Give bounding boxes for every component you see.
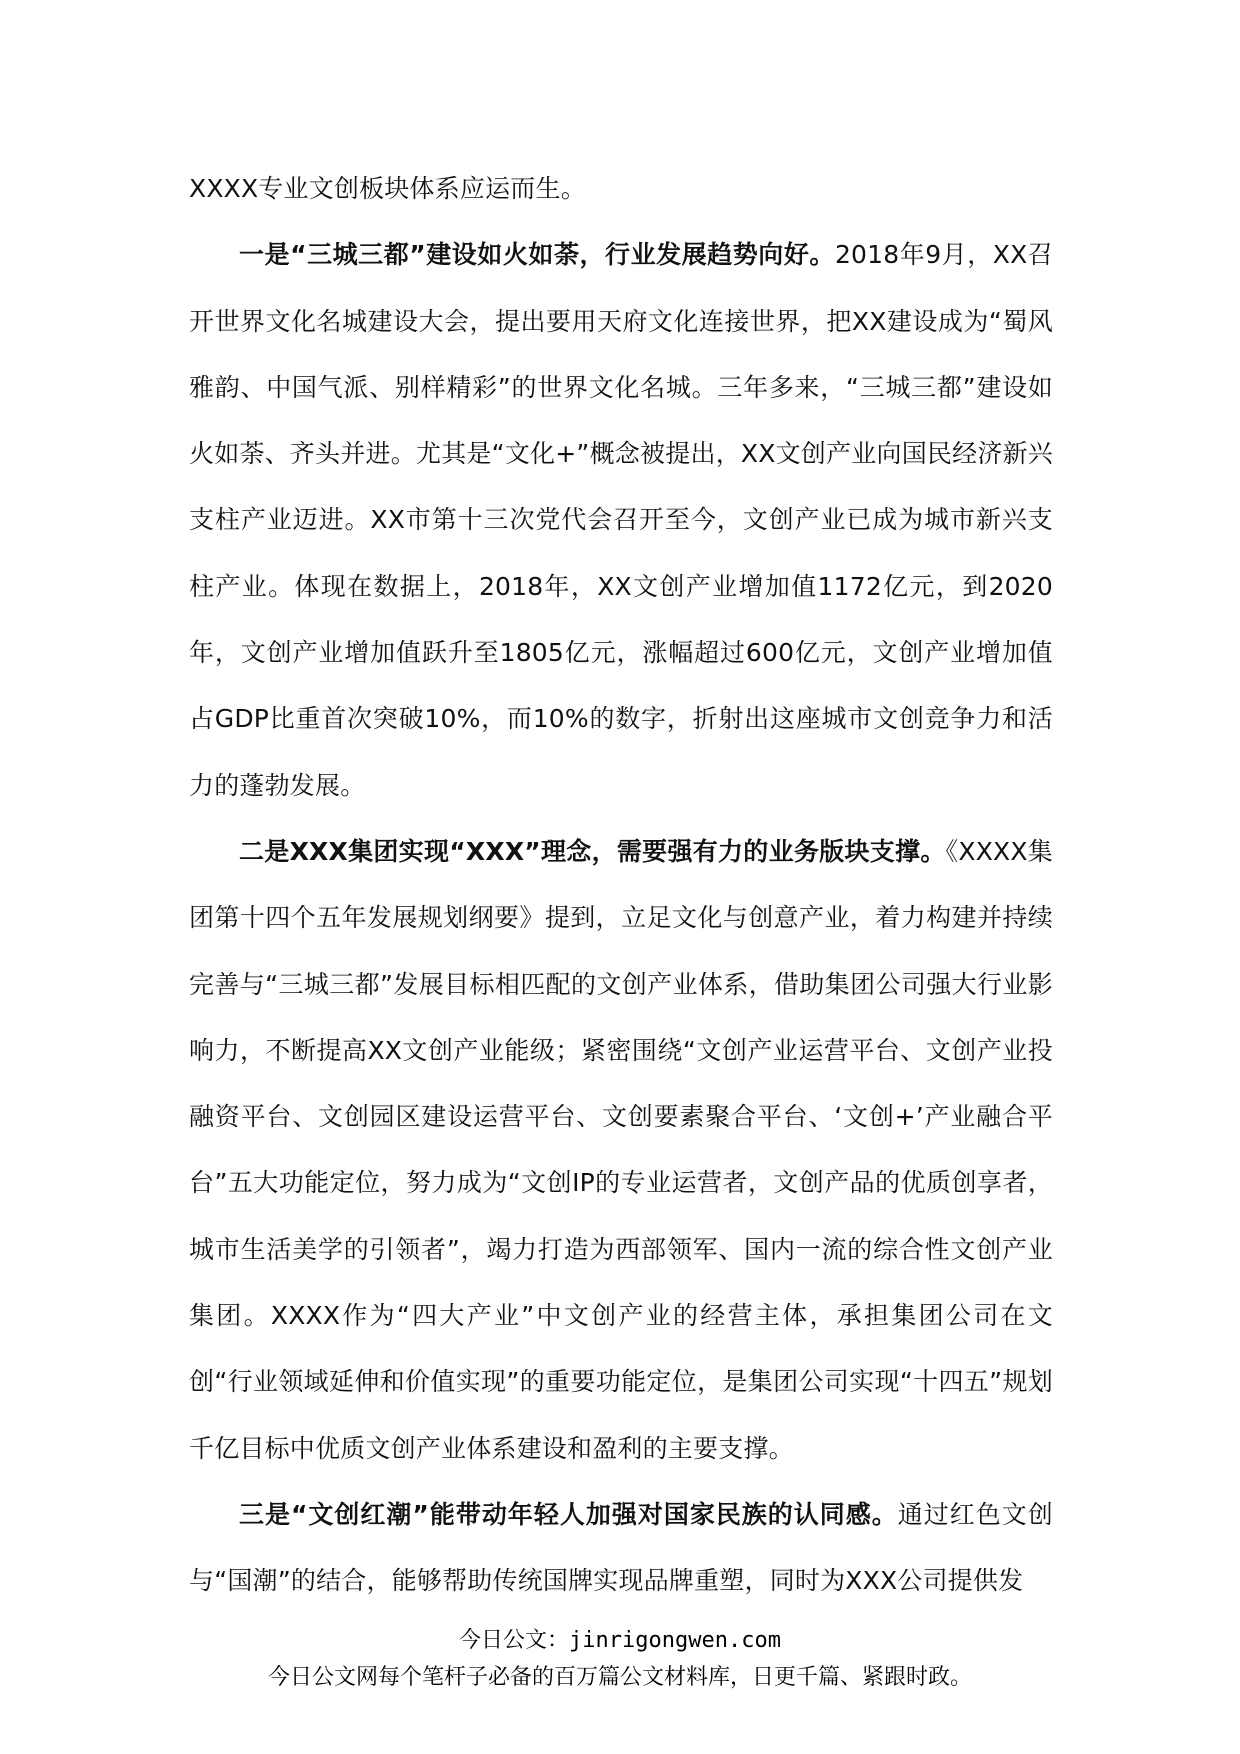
paragraph-text: 2018年9月，XX召开世界文化名城建设大会，提出要用天府文化连接世界，把XX建设成为“蜀风雅韵、中国气派、别样精彩”的世界文化名城。三年多来，“三城三都”建设如火如荼、齐头并进。尤其是“文化+”概念被提出，XX文创产业向国民经济新兴支柱产业迈进。XX市第十三次党代会召开至今，文创产业已成为城市新兴支柱产业。体现在数据上，2018年，XX文创产业增加值1172亿元，到2020年，文创产业增加值跃升至1805亿元，涨幅超过600亿元，文创产业增加值占GDP比重首次突破10%，而10%的数字，折射出这座城市文创竞争力和活力的蓬勃发展。 — [189, 240, 1054, 800]
paragraph-lead: 二是XXX集团实现“XXX”理念，需要强有力的业务版块支撑。 — [239, 836, 946, 866]
paragraph-continuation — [189, 156, 1053, 222]
paragraph-lead: 三是“文创红潮”能带动年轻人加强对国家民族的认同感。 — [239, 1499, 898, 1529]
paragraph-text: XXXX专业文创板块体系应运而生。 — [189, 174, 586, 203]
paragraph-text: 通过红色文创与“国潮”的结合，能够帮助传统国牌实现品牌重塑，同时为XXX公司提供发 — [189, 1499, 1053, 1596]
footer-site-link[interactable]: jinrigongwen.com — [569, 1628, 781, 1653]
document-body — [189, 156, 1053, 1615]
paragraph-point-two — [189, 819, 1053, 1482]
footer-tagline: 今日公文网每个笔杆子必备的百万篇公文材料库，日更千篇、紧跟时政。 — [267, 1665, 972, 1690]
footer-site-label: 今日公文： — [459, 1628, 570, 1653]
footer-site — [0, 1623, 1240, 1654]
paragraph-text: 《XXXX集团第十四个五年发展规划纲要》提到，立足文化与创意产业，着力构建并持续完善与“三城三都”发展目标相匹配的文创产业体系，借助集团公司强大行业影响力，不断提高XX文创产业能级；紧密围绕“文创产业运营平台、文创产业投融资平台、文创园区建设运营平台、文创要素聚合平台、‘文创+’产业融合平台”五大功能定位，努力成为“文创IP的专业运营者，文创产品的优质创享者，城市生活美学的引领者”，竭力打造为西部领军、国内一流的综合性文创产业集团。XXXX作为“四大产业”中文创产业的经营主体，承担集团公司在文创“行业领域延伸和价值实现”的重要功能定位，是集团公司实现“十四五”规划千亿目标中优质文创产业体系建设和盈利的主要支撑。 — [189, 836, 1053, 1463]
paragraph-lead: 一是“三城三都”建设如火如荼，行业发展趋势向好。 — [239, 240, 835, 270]
paragraph-point-three — [189, 1482, 1053, 1615]
paragraph-point-one — [189, 222, 1053, 819]
